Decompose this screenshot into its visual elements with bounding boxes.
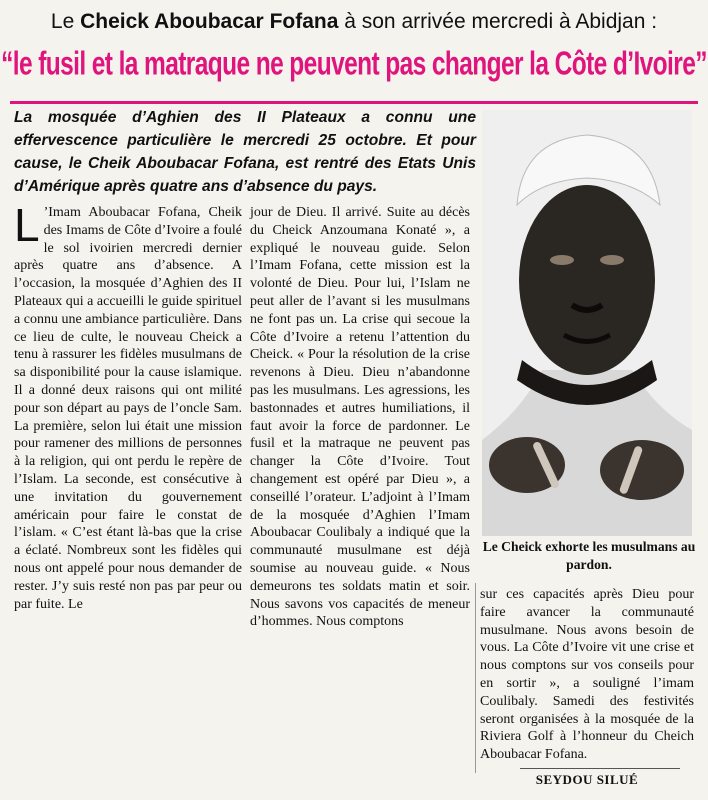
- headline: “le fusil et la matraque ne peuvent pas changer la Côte d’Ivoire”: [1, 46, 707, 83]
- dropcap: L: [14, 199, 40, 251]
- photo-caption: Le Cheick exhorte les musulmans au pardon.: [482, 539, 696, 572]
- article-column-2: jour de Dieu. Il arrivé. Suite au décès du Cheick Anzoumana Konaté », a expliqué le nouveau guide. Selon l’Imam Fofana, cette mission est la volonté de Dieu. Pour lui, l’Islam ne peut aller de l’avant si les musulmans ne font pas un. La crise qui secoue la Côte d’Ivoire a retenu l’attention du Cheick. « Pour la résolution de la crise revenons à Dieu. Dieu n’abandonne pas les musulmans. Les agressions, les bastonnades et autres humiliations, il faut avoir la force de pardonner. Le fusil et la matraque ne peuvent pas changer la Côte d’Ivoire. Tout changement est opéré par Dieu », a conseillé l’orateur. L’adjoint à l’Imam de la mosquée d’Aghien l’Imam Aboubacar Coulibaly a indiqué que la communauté musulmane est déjà soumise au nouveau guide. « Nous demeurons tes soldats matin et soir. Nous savons vos capacités de meneur d’hommes. Nous comptons: [250, 205, 470, 630]
- kicker-part1: Le: [50, 10, 81, 33]
- portrait-photo-icon: [482, 110, 692, 536]
- article-column-1: [14, 199, 242, 613]
- article-column-3: sur ces capacités après Dieu pour faire avancer la communauté musulmane. Nous avons besoin de vous. La Côte d’Ivoire vit une crise et nous comptons sur vos conseils pour en sortir », a souligné l’imam Coulibaly. Samedi des festivités seront organisées à la mosquée de la Riviera Golf à l’honneur du Cheich Aboubacar Fofana.: [480, 587, 694, 763]
- kicker-part2: à son arrivée mercredi à Abidjan :: [338, 10, 658, 33]
- byline: SEYDOU SILUÉ: [535, 772, 639, 787]
- headline-rule: [10, 101, 698, 104]
- article-column-1-text: ’Imam Aboubacar Fofana, Cheik des Imams de Côte d’Ivoire a foulé le sol ivoirien mercredi dernier après quatre ans d’absence. A l’occasion, la mosquée d’Aghien des II Plateaux qui a accueilli le guide spirituel a connu une ambiance particulière. Dans ce lieu de culte, le nouveau Cheick a tenu à rassurer les fidèles musulmans de sa disponibilité pour la cause islamique. Il a donné deux raisons qui ont milité pour son départ au pays de l’oncle Sam. La première, selon lui était une mission pour ramener des millions de personnes à la religion, qui ont perdu le repère de l’Islam. La seconde, est consécutive à une invitation du gouvernement américain pour faire le constat de l’islam. « C’est étant là-bas que la crise a éclaté. Nombreux sont les fidèles qui nous ont appelé pour nous demander de rester. J’y suis resté non pas par peur ou par fuite. Le: [14, 205, 242, 612]
- byline-rule: [520, 768, 680, 769]
- kicker-name: Cheick Aboubacar Fofana: [80, 10, 339, 33]
- column-divider: [475, 583, 476, 773]
- portrait-photo: [482, 110, 692, 536]
- kicker: [0, 10, 708, 34]
- intro-paragraph: La mosquée d’Aghien des II Plateaux a connu une effervescence particulière le mercredi 25 octobre. Et pour cause, le Cheik Aboubacar Fofana, est rentré des Etats Unis d’Amérique après quatre ans d’absence du pays.: [14, 109, 476, 195]
